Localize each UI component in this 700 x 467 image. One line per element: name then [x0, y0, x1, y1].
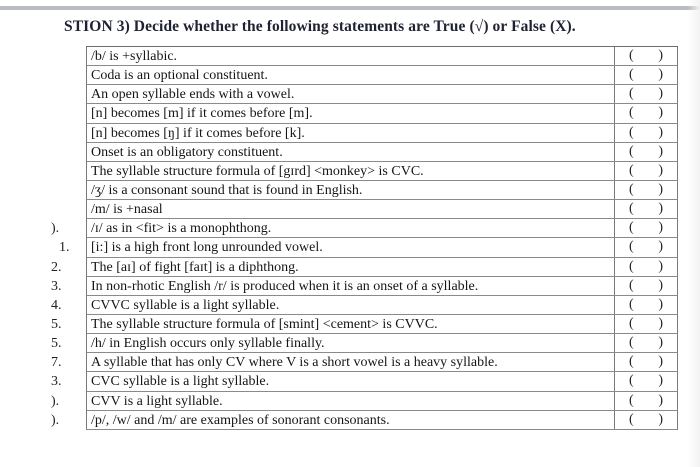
answer-box[interactable] — [614, 162, 677, 180]
answer-box[interactable] — [614, 258, 677, 276]
close-paren: ) — [658, 392, 663, 408]
statement-row — [86, 200, 678, 219]
open-paren: ( — [629, 67, 634, 83]
statement-row — [51, 353, 678, 372]
statement-text: /p/, /w/ and /m/ are examples of sonorant consonants. — [91, 412, 390, 428]
statement-text: The [aɪ] of fight [faɪt] is a diphthong. — [91, 259, 299, 275]
answer-box[interactable] — [614, 66, 677, 84]
statement-number-text: 5. — [51, 336, 62, 352]
open-paren: ( — [629, 392, 634, 408]
top-divider — [0, 6, 700, 10]
statement-number-text: 7. — [51, 355, 62, 371]
statement-row — [51, 372, 678, 391]
open-paren: ( — [629, 105, 634, 121]
question-heading: STION 3) Decide whether the following statements are True (√) or False (X). — [64, 18, 576, 35]
answer-box[interactable] — [614, 238, 677, 256]
close-paren: ) — [658, 411, 663, 427]
answer-box[interactable] — [614, 334, 677, 352]
open-paren: ( — [629, 181, 634, 197]
statement-text: /ʒ/ is a consonant sound that is found in English. — [91, 182, 363, 198]
statement-row — [86, 104, 678, 123]
close-paren: ) — [658, 201, 663, 217]
answer-box[interactable] — [614, 392, 677, 410]
close-paren: ) — [658, 335, 663, 351]
statement-number-text: ). — [51, 412, 60, 428]
answer-box[interactable] — [614, 372, 677, 390]
statement-text: CVV is a light syllable. — [91, 393, 223, 409]
statement-text: An open syllable ends with a vowel. — [91, 87, 295, 103]
answer-box[interactable] — [614, 143, 677, 161]
close-paren: ) — [658, 124, 663, 140]
open-paren: ( — [629, 373, 634, 389]
statement-row — [86, 181, 678, 200]
close-paren: ) — [658, 373, 663, 389]
open-paren: ( — [629, 124, 634, 140]
close-paren: ) — [658, 48, 663, 63]
open-paren: ( — [629, 315, 634, 331]
statement-text: The syllable structure formula of [gɪrd] <monkey> is CVC. — [91, 163, 424, 179]
statement-row — [86, 47, 678, 66]
true-false-table — [51, 46, 678, 430]
statement-text: /h/ in English occurs only syllable finally. — [91, 336, 325, 352]
statement-row — [86, 143, 678, 162]
statement-row — [51, 296, 678, 315]
open-paren: ( — [629, 48, 634, 63]
open-paren: ( — [629, 143, 634, 159]
close-paren: ) — [658, 105, 663, 121]
statement-text: /b/ is +syllabic. — [91, 49, 178, 64]
close-paren: ) — [658, 277, 663, 293]
statement-number-text: 1. — [59, 240, 70, 256]
statement-text: [n] becomes [ŋ] if it comes before [k]. — [91, 125, 305, 141]
statement-row — [86, 85, 678, 104]
statement-number-text: 2. — [51, 259, 62, 275]
close-paren: ) — [658, 67, 663, 83]
open-paren: ( — [629, 411, 634, 427]
close-paren: ) — [658, 258, 663, 274]
answer-box[interactable] — [614, 219, 677, 237]
answer-box[interactable] — [614, 315, 677, 333]
open-paren: ( — [629, 162, 634, 178]
page-edge-shadow — [688, 0, 700, 467]
close-paren: ) — [658, 143, 663, 159]
open-paren: ( — [629, 201, 634, 217]
statement-text: [i:] is a high front long unrounded vowel. — [91, 240, 323, 256]
close-paren: ) — [658, 162, 663, 178]
close-paren: ) — [658, 239, 663, 255]
statement-text: Onset is an obligatory constituent. — [91, 144, 283, 160]
statement-row — [86, 124, 678, 143]
answer-box[interactable] — [614, 181, 677, 199]
statement-text: In non-rhotic English /r/ is produced when it is an onset of a syllable. — [91, 278, 479, 294]
statement-text: /m/ is +nasal — [91, 202, 163, 218]
open-paren: ( — [629, 354, 634, 370]
statement-number-text: ). — [51, 393, 60, 409]
open-paren: ( — [629, 220, 634, 236]
open-paren: ( — [629, 86, 634, 102]
statement-text: Coda is an optional constituent. — [91, 68, 268, 84]
statement-number-text: 3. — [51, 374, 62, 390]
statement-row — [86, 162, 678, 181]
open-paren: ( — [629, 239, 634, 255]
answer-box[interactable] — [614, 47, 677, 65]
answer-box[interactable] — [614, 353, 677, 371]
answer-box[interactable] — [614, 85, 677, 103]
statement-row — [51, 411, 678, 430]
statement-number-text: ). — [51, 221, 60, 237]
answer-box[interactable] — [614, 277, 677, 295]
statement-row — [86, 66, 678, 85]
statement-text: The syllable structure formula of [smint] <cement> is CVVC. — [91, 316, 438, 332]
statement-row — [51, 315, 678, 334]
statement-text: CVVC syllable is a light syllable. — [91, 297, 280, 313]
close-paren: ) — [658, 296, 663, 312]
statement-row — [59, 238, 678, 257]
statement-row — [51, 258, 678, 277]
statement-row — [51, 392, 678, 411]
answer-box[interactable] — [614, 104, 677, 122]
answer-box[interactable] — [614, 296, 677, 314]
open-paren: ( — [629, 335, 634, 351]
statement-text: /ɪ/ as in <fit> is a monophthong. — [91, 221, 272, 237]
close-paren: ) — [658, 86, 663, 102]
answer-box[interactable] — [614, 200, 677, 218]
close-paren: ) — [658, 354, 663, 370]
statement-row — [51, 277, 678, 296]
statement-text: A syllable that has only CV where V is a short vowel is a heavy syllable. — [91, 355, 498, 371]
open-paren: ( — [629, 296, 634, 312]
statement-row — [51, 334, 678, 353]
statement-number-text: 3. — [51, 278, 62, 294]
answer-box[interactable] — [614, 124, 677, 142]
statement-text: CVC syllable is a light syllable. — [91, 374, 270, 390]
answer-box[interactable] — [614, 411, 677, 429]
statement-number-text: 4. — [51, 297, 62, 313]
open-paren: ( — [629, 258, 634, 274]
open-paren: ( — [629, 277, 634, 293]
statement-text: [n] becomes [m] if it comes before [m]. — [91, 106, 313, 122]
close-paren: ) — [658, 181, 663, 197]
statement-row — [51, 219, 678, 238]
close-paren: ) — [658, 220, 663, 236]
close-paren: ) — [658, 315, 663, 331]
statement-number-text: 5. — [51, 316, 62, 332]
